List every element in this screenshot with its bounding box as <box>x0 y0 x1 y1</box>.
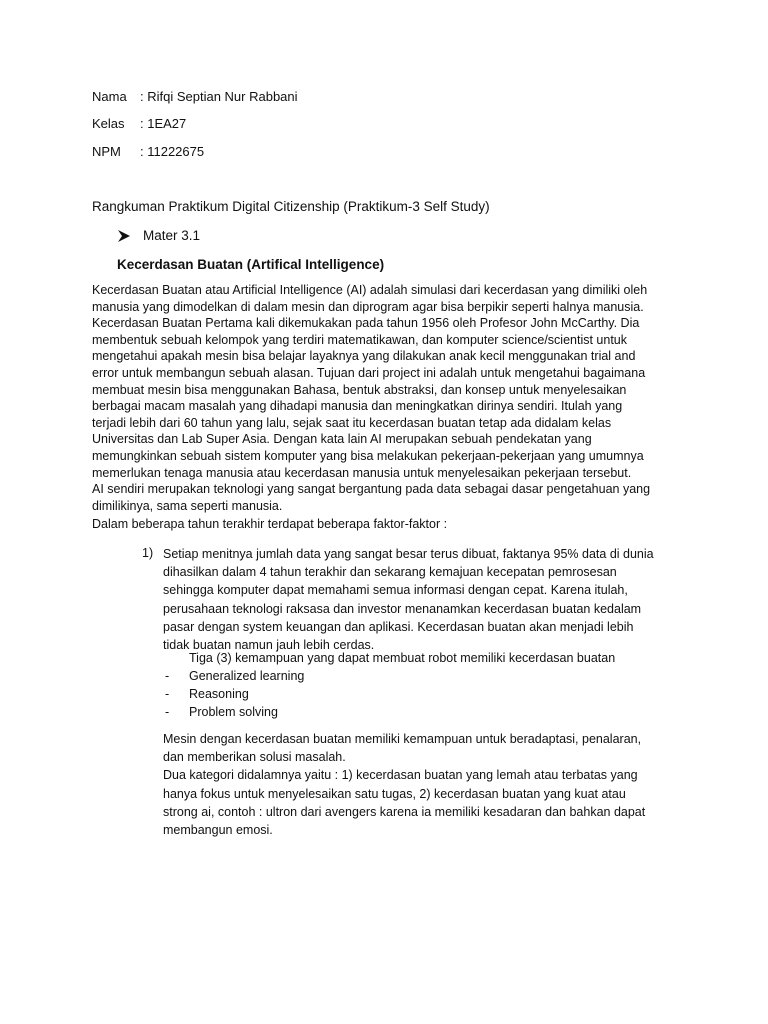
name-label: Nama <box>92 89 127 104</box>
subsection-label: Mater 3.1 <box>143 228 201 243</box>
intro-paragraph <box>92 282 692 514</box>
paragraph-line: dimilikinya, sama seperti manusia. <box>92 498 283 513</box>
paragraph-line: Kecerdasan Buatan Pertama kali dikemukakan pada tahun 1956 oleh Profesor John McCarthy. Dia <box>92 316 640 331</box>
list-item-line: perusahaan teknologi raksasa dan investor menanamkan kecerdasan buatan kedalam <box>163 601 642 616</box>
paragraph-line: Universitas dan Lab Super Asia. Dengan kata lain AI merupakan sebuah pendekatan yang <box>92 432 592 447</box>
npm-label: NPM <box>92 144 121 159</box>
list-item-line: Setiap menitnya jumlah data yang sangat besar terus dibuat, faktanya 95% data di dunia <box>163 547 654 561</box>
document-title: Rangkuman Praktikum Digital Citizenship (Praktikum-3 Self Study) <box>92 199 490 214</box>
paragraph-line: hanya fokus untuk menyelesaikan satu tugas, 2) kecerdasan buatan yang kuat atau <box>163 786 626 801</box>
paragraph-line: error untuk membangun sebuah alasan. Tujuan dari project ini adalah untuk mengetahui bagaimana <box>92 365 646 380</box>
paragraph-line: berbagai macam masalah yang dihadapi manusia dan meningkatkan dirinya sendiri. Itulah yang <box>92 399 623 414</box>
list-item-1 <box>163 545 703 654</box>
class-label: Kelas <box>92 116 125 131</box>
dash-bullet: - <box>165 705 170 719</box>
paragraph-line: dan memberikan solusi masalah. <box>163 750 346 765</box>
abilities-intro: Tiga (3) kemampuan yang dapat membuat robot memiliki kecerdasan buatan <box>189 651 616 665</box>
arrowhead-bullet-icon <box>117 230 131 242</box>
list-item-line: tidak buatan namun jauh lebih cerdas. <box>163 638 375 653</box>
name-value: : Rifqi Septian Nur Rabbani <box>140 89 298 104</box>
ability-item: Reasoning <box>189 687 249 701</box>
list-item-line: sehingga komputer dapat memahami semua informasi dengan cepat. Karena itulah, <box>163 583 628 598</box>
paragraph-line: Dua kategori didalamnya yaitu : 1) kecerdasan buatan yang lemah atau terbatas yang <box>163 768 638 783</box>
list-item-line: pasar dengan system keuangan dan aplikasi. Kecerdasan buatan akan menjadi lebih <box>163 619 634 634</box>
ability-item: Problem solving <box>189 705 278 719</box>
npm-value: : 11222675 <box>140 144 205 159</box>
list-item-line: dihasilkan dalam 4 tahun terakhir dan sekarang kemajuan kecepatan pemrosesan <box>163 565 617 580</box>
list-number: 1) <box>142 546 154 560</box>
paragraph-line: memungkinkan sebuah sistem komputer yang bisa melakukan pekerjaan-pekerjaan yang umumnya <box>92 448 644 463</box>
paragraph-line: mengetahui apakah mesin bisa belajar layaknya yang dilakukan anak kecil menggunakan trial and <box>92 349 636 364</box>
paragraph-line: Kecerdasan Buatan atau Artificial Intelligence (AI) adalah simulasi dari kecerdasan yang dimiliki oleh <box>92 283 648 297</box>
section-heading: Kecerdasan Buatan (Artifical Intelligence) <box>117 257 385 272</box>
closing-paragraph <box>163 730 703 839</box>
ability-item: Generalized learning <box>189 669 305 683</box>
paragraph-line: membentuk sebuah kelompok yang terdiri matematikawan, dan komputer science/scientist untuk <box>92 332 627 347</box>
dash-bullet: - <box>165 687 170 701</box>
dash-bullet: - <box>165 669 170 683</box>
paragraph-line: membangun emosi. <box>163 823 273 838</box>
class-value: : 1EA27 <box>140 116 187 131</box>
paragraph-line: membuat mesin bisa menggunakan Bahasa, bentuk abstraksi, dan konsep untuk menyelesaikan <box>92 382 627 397</box>
paragraph-line: terjadi lebih dari 60 tahun yang lalu, sejak saat itu kecerdasan buatan tetap ada didalam kelas <box>92 415 612 430</box>
paragraph-line: AI sendiri merupakan teknologi yang sangat bergantung pada data sebagai dasar pengetahuan yang <box>92 482 651 497</box>
factors-intro: Dalam beberapa tahun terakhir terdapat beberapa faktor-faktor : <box>92 517 448 531</box>
paragraph-line: manusia yang dimodelkan di dalam mesin dan diprogram agar bisa berpikir seperti halnya manusia. <box>92 299 644 314</box>
paragraph-line: strong ai, contoh : ultron dari avengers karena ia memiliki kesadaran dan bahkan dapat <box>163 804 646 819</box>
paragraph-line: memerlukan tenaga manusia atau kecerdasan manusia untuk menyelesaikan pekerjaan tersebut. <box>92 465 632 480</box>
paragraph-line: Mesin dengan kecerdasan buatan memiliki kemampuan untuk beradaptasi, penalaran, <box>163 732 642 746</box>
